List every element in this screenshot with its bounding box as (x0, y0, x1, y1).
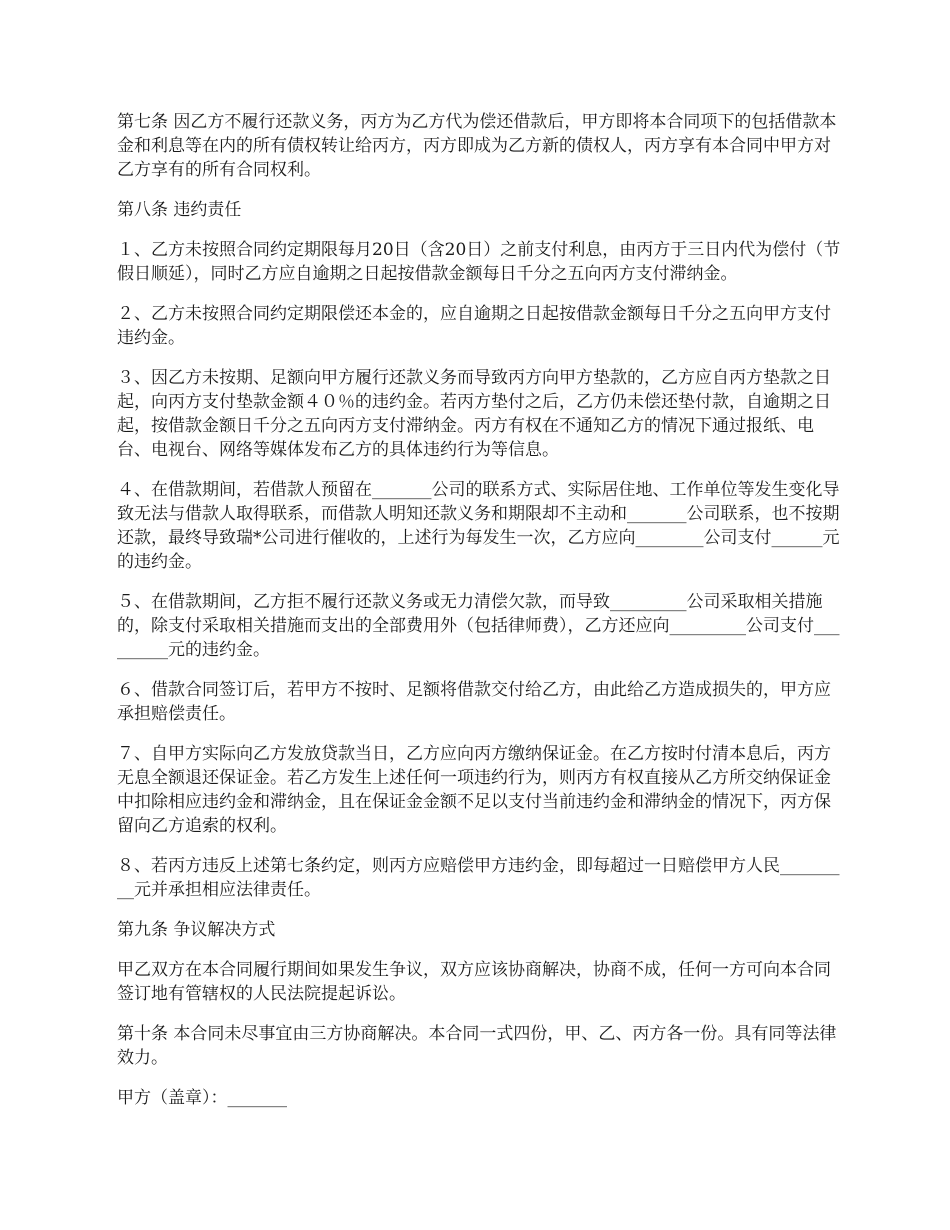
document-body (117, 110, 847, 1126)
article-7-paragraph: 第七条 因乙方不履行还款义务，丙方为乙方代为偿还借款后，甲方即将本合同项下的包括借款本金和利息等在内的所有债权转让给丙方，丙方即成为乙方新的债权人，丙方享有本合同中甲方对乙方享有的所有合同权利。 (117, 112, 837, 180)
article-9-heading: 第九条 争议解决方式 (117, 920, 276, 940)
clause-8-2-paragraph: ２、乙方未按照合同约定期限偿还本金的，应自逾期之日起按借款金额每日千分之五向甲方支付违约金。 (117, 304, 831, 348)
clause-8-8-paragraph: ８、若丙方违反上述第七条约定，则丙方应赔偿甲方违约金，即每超过一日赔偿甲方人民_________元并承担相应法律责任。 (117, 856, 840, 900)
clause-8-7-paragraph: ７、自甲方实际向乙方发放贷款当日，乙方应向丙方缴纳保证金。在乙方按时付清本息后，丙方无息全额退还保证金。若乙方发生上述任何一项违约行为，则丙方有权直接从乙方所交纳保证金中扣除相应违约金和滞纳金，且在保证金金额不足以支付当前违约金和滞纳金的情况下，丙方保留向乙方追索的权利。 (117, 744, 831, 836)
clause-8-3-paragraph: ３、因乙方未按期、足额向甲方履行还款义务而导致丙方向甲方垫款的，乙方应自丙方垫款之日起，向丙方支付垫款金额４０％的违约金。若丙方垫付之后，乙方仍未偿还垫付款，自逾期之日起，按借款金额日千分之五向丙方支付滞纳金。丙方有权在不通知乙方的情况下通过报纸、电台、电视台、网络等媒体发布乙方的具体违约行为等信息。 (117, 368, 831, 460)
clause-8-4-paragraph: ４、在借款期间，若借款人预留在_______公司的联系方式、实际居住地、工作单位等发生变化导致无法与借款人取得联系，而借款人明知还款义务和期限却不主动和_______公司联系，也不按期还款，最终导致瑞*公司进行催收的，上述行为每发生一次，乙方应向________公司支付______元的违约金。 (117, 480, 840, 572)
article-9-paragraph: 甲乙双方在本合同履行期间如果发生争议，双方应该协商解决，协商不成，任何一方可向本合同签订地有管辖权的人民法院提起诉讼。 (117, 960, 831, 1004)
party-a-signature-line: 甲方（盖章）：_______ (117, 1088, 287, 1108)
clause-8-6-paragraph: ６、借款合同签订后，若甲方不按时、足额将借款交付给乙方，由此给乙方造成损失的，甲方应承担赔偿责任。 (117, 680, 831, 724)
article-8-heading: 第八条 违约责任 (117, 200, 242, 220)
article-10-paragraph: 第十条 本合同未尽事宜由三方协商解决。本合同一式四份，甲、乙、丙方各一份。具有同等法律效力。 (117, 1024, 837, 1068)
clause-8-1-paragraph: １、乙方未按照合同约定期限每月20日（含20日）之前支付利息，由丙方于三日内代为偿付（节假日顺延），同时乙方应自逾期之日起按借款金额每日千分之五向丙方支付滞纳金。 (117, 240, 841, 284)
clause-8-5-paragraph: ５、在借款期间，乙方拒不履行还款义务或无力清偿欠款，而导致_________公司采取相关措施的，除支付采取相关措施而支出的全部费用外（包括律师费），乙方还应向_________公司支付_________元的违约金。 (117, 592, 840, 660)
